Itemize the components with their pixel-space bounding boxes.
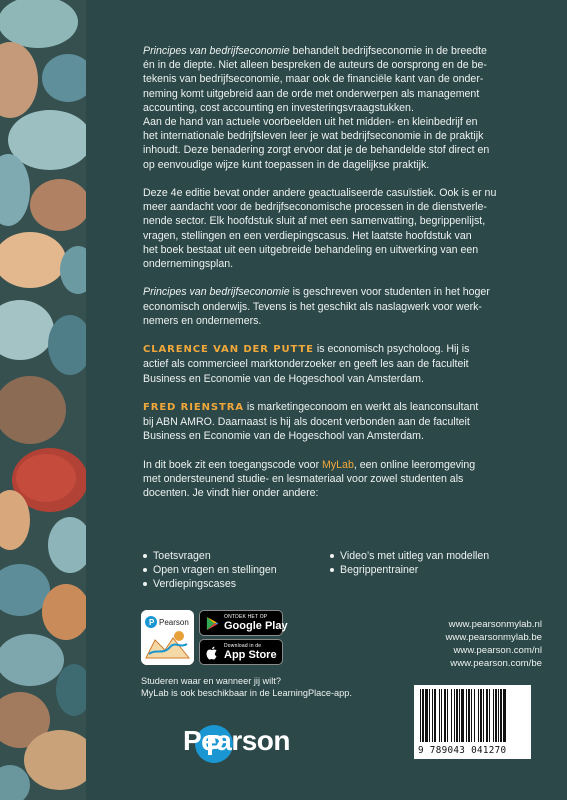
blurb-paragraph-3: Deze 4e editie bevat onder andere geactualiseerde casuïstiek. Ook is er nu meer aandacht voor de bedrijfseconomische processen in de dienstverle- nende sector. Elk hoofdstuk sluit af met een samenvatting, begrippenlijst, vragen, stellingen en een verdiepingscasus. Het laatste hoofdstuk van het boek bestaat uit een uitgebreide behandeling en uitwerking van een ondernemingsplan. (143, 187, 497, 271)
barcode-bar (503, 689, 506, 742)
barcode-bar (495, 689, 497, 742)
barcode-bar (471, 689, 472, 742)
publisher-name: Pearson (183, 725, 290, 756)
list-item: Open vragen en stellingen (143, 563, 323, 577)
barcode-bar (468, 689, 470, 742)
barcode-bar (489, 689, 490, 742)
bullet-icon (330, 568, 334, 572)
barcode-bar (474, 689, 475, 742)
list-item: Begrippentrainer (330, 563, 530, 577)
list-item: Video’s met uitleg van modellen (330, 549, 530, 563)
mylab-link: MyLab (322, 458, 354, 471)
barcode-bar (454, 689, 455, 742)
barcode-bar (483, 689, 484, 742)
list-item: Verdiepingscases (143, 577, 323, 591)
barcode-bar (420, 689, 421, 742)
barcode-bar (432, 689, 433, 742)
barcode-bar (425, 689, 428, 742)
website-link[interactable]: www.pearson.com/nl (453, 645, 542, 656)
blurb-paragraph-4: Principes van bedrijfseconomie is geschreven voor studenten in het hoger economisch onderwijs. Tevens is het geschikt als naslagwerk voor werk- nemers en ondernemers. (143, 286, 490, 327)
barcode-bars (418, 689, 527, 744)
book-title-italic: Principes van bedrijfseconomie (143, 286, 290, 299)
list-item: Toetsvragen (143, 549, 323, 563)
isbn-number: 9 789043 041270 (418, 745, 507, 756)
barcode-bar (486, 689, 488, 742)
author-bio-1: CLARENCE VAN DER PUTTE is economisch psycholoog. Hij is actief als commercieel marktonderzoeker en geeft les aan de faculteit Business en Economie van de Hogeschool van Amsterdam. (143, 343, 470, 385)
barcode-bar (434, 689, 436, 742)
barcode-bar (493, 689, 494, 742)
book-title-italic: Principes van bedrijfseconomie (143, 45, 290, 57)
features-right-column (330, 549, 530, 577)
barcode-bar (478, 689, 479, 742)
barcode-bar (439, 689, 440, 742)
barcode-bar (500, 689, 502, 742)
learningplace-app-icon[interactable] (141, 610, 194, 665)
app-store-badge[interactable]: Download in de App Store (199, 639, 283, 665)
blurb-paragraph-1: Principes van bedrijfseconomie behandelt bedrijfseconomie in de breedte én in de diepte. Niet alleen bespreken de auteurs de oorsprong en de be- tekenis van bedrijfseconomie, maar ook de financiële kant van de onder- neming komt uitgebreid aan de orde met onderwerpen als management accounting, cost accounting en investeringsvraagstukken. Aan de hand van actuele voorbeelden uit het midden- en kleinbedrijf en het internationale bedrijfsleven leer je wat bedrijfseconomie in de praktijk inhoudt. Deze benadering zorgt ervoor dat je de behandelde stof direct en op eenvoudige wijze kunt toepassen in de dagelijkse praktijk. (143, 45, 490, 171)
barcode-bar (466, 689, 467, 742)
blurb (143, 44, 527, 500)
barcode-bar (422, 689, 424, 742)
bullet-icon (143, 554, 147, 558)
barcode-bar (441, 689, 442, 742)
bullet-icon (143, 582, 147, 586)
barcode-bar (456, 689, 458, 742)
google-play-badge[interactable]: ONTDEK HET OP Google Play (199, 610, 283, 636)
author-bio-2: FRED RIENSTRA is marketingeconoom en werkt als leanconsultant bij ABN AMRO. Daarnaast is hij als docent verbonden aan de faculteit Business en Economie van de Hogeschool van Amsterdam. (143, 401, 479, 443)
app-icon-label: Pearson (159, 618, 189, 627)
barcode-bar (444, 689, 446, 742)
pebbles-photo (0, 0, 86, 800)
google-play-icon (205, 616, 220, 631)
barcode-bar (459, 689, 460, 742)
website-link[interactable]: www.pearson.com/be (450, 658, 542, 669)
barcode-bar (480, 689, 482, 742)
svg-text:P: P (149, 618, 155, 627)
barcode-bar (429, 689, 430, 742)
barcode-bar (451, 689, 452, 742)
barcode-bar (447, 689, 448, 742)
bullet-icon (143, 568, 147, 572)
website-list (445, 618, 542, 670)
barcode-bar (498, 689, 499, 742)
website-link[interactable]: www.pearsonmylab.nl (448, 619, 542, 630)
bullet-icon (330, 554, 334, 558)
isbn-barcode (414, 685, 531, 759)
app-availability-note: Studeren waar en wanneer jij wilt? MyLab is ook beschikbaar in de LearningPlace-app. (141, 676, 352, 699)
features-left-column (143, 549, 323, 592)
barcode-bar (461, 689, 464, 742)
website-link[interactable]: www.pearsonmylab.be (445, 632, 542, 643)
apple-icon (205, 645, 220, 660)
author-name: CLARENCE VAN DER PUTTE (143, 344, 314, 356)
mylab-intro: In dit boek zit een toegangscode voor MyLab, een online leeromgeving met ondersteunend studie- en lesmateriaal voor zowel studenten als docenten. Je vindt hier onder andere: (143, 458, 476, 500)
author-name: FRED RIENSTRA (143, 402, 244, 414)
